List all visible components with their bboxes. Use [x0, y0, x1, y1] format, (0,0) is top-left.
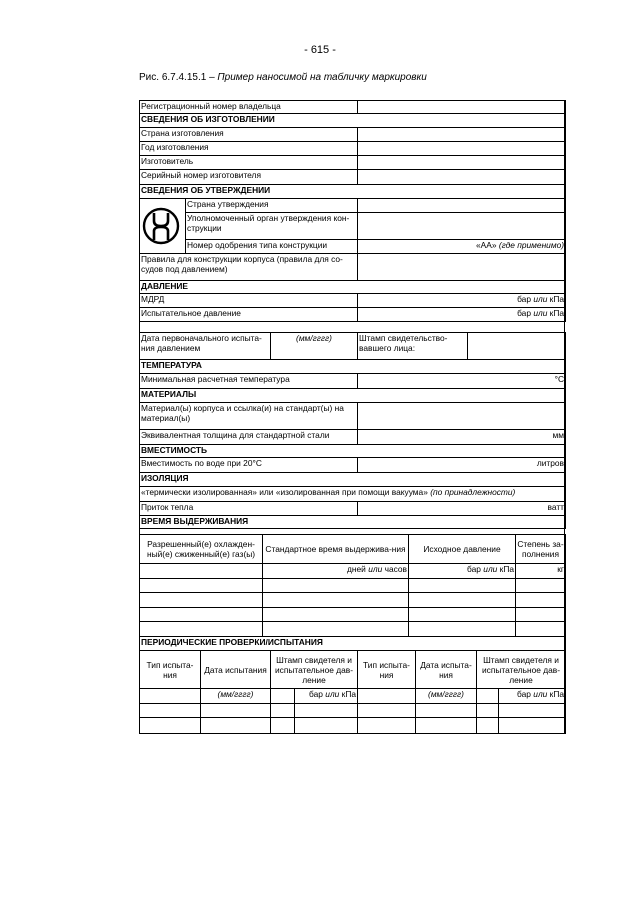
year-mfg-value	[358, 142, 566, 156]
table-cell	[516, 593, 566, 608]
table-cell	[201, 718, 271, 734]
or-text: или	[533, 294, 548, 304]
test-date-format: (мм/гггг)	[201, 689, 271, 704]
insulation-options: «термически изолированная» или «изолированная при помощи вакуума»	[141, 487, 431, 497]
periodic-tests-table	[139, 636, 566, 734]
witness-stamp-header-2: Штамп свидетеля и испытательное дав-ление	[477, 651, 566, 689]
table-cell	[201, 704, 271, 718]
competent-body-label: Уполномоченный орган утверждения кон-струкции	[186, 213, 358, 240]
design-approval-label: Номер одобрения типа конструкции	[186, 240, 358, 254]
table-cell	[416, 718, 477, 734]
kpa-text: кПа	[547, 689, 564, 699]
country-approval-value	[358, 199, 566, 213]
materials-header: МАТЕРИАЛЫ	[140, 389, 566, 403]
initial-test-row	[139, 332, 566, 360]
or-text: или	[533, 689, 548, 699]
witness-stamp-value	[468, 333, 566, 360]
page-number: - 615 -	[304, 44, 336, 56]
days-text: дней	[347, 564, 369, 574]
bar-text: бар	[517, 689, 534, 699]
table-cell	[271, 718, 295, 734]
table-cell	[516, 579, 566, 593]
test-pressure-unit	[358, 308, 566, 322]
test-date-header-2: Дата испыта-ния	[416, 651, 477, 689]
owner-reg-value	[358, 101, 566, 114]
kpa-text: кПа	[547, 294, 565, 304]
serial-value	[358, 170, 566, 185]
holding-time-unit	[263, 564, 409, 579]
test-date-format-2: (мм/гггг)	[416, 689, 477, 704]
filling-degree-unit: кг	[516, 564, 566, 579]
year-mfg-label: Год изготовления	[140, 142, 358, 156]
caption-text: Пример наносимой на табличку маркировки	[217, 72, 427, 83]
water-capacity-unit: литров	[358, 458, 566, 473]
un-symbol-cell	[140, 199, 186, 254]
table-cell	[263, 622, 409, 637]
country-approval-label: Страна утверждения	[186, 199, 358, 213]
table-cell	[516, 622, 566, 637]
filling-degree-header: Степень за-полнения	[516, 535, 566, 564]
serial-label: Серийный номер изготовителя	[140, 170, 358, 185]
bar-text: бар	[517, 294, 534, 304]
competent-body-value	[358, 213, 566, 240]
table-cell	[409, 579, 516, 593]
holding-time-table	[139, 534, 566, 637]
insulation-header: ИЗОЛЯЦИЯ	[140, 473, 566, 487]
kpa-text: кПа	[547, 308, 565, 318]
capacity-header: ВМЕСТИМОСТЬ	[140, 445, 566, 458]
country-mfg-value	[358, 128, 566, 142]
approval-header: СВЕДЕНИЯ ОБ УТВЕРЖДЕНИИ	[140, 185, 566, 199]
kpa-text: кПа	[497, 564, 514, 574]
table-cell	[409, 622, 516, 637]
table-cell	[499, 704, 566, 718]
table-row	[140, 579, 263, 593]
test-date-header: Дата испытания	[201, 651, 271, 689]
test-pressure-label: Испытательное давление	[140, 308, 358, 322]
test-type-header: Тип испыта-ния	[140, 651, 201, 689]
table-cell	[140, 689, 201, 704]
or-text: или	[325, 689, 340, 699]
mfg-header: СВЕДЕНИЯ ОБ ИЗГОТОВЛЕНИИ	[140, 114, 566, 128]
min-design-temp-label: Минимальная расчетная температура	[140, 374, 358, 389]
test-pressure-unit-cell-2	[499, 689, 566, 704]
table-cell	[263, 579, 409, 593]
table-row	[140, 718, 201, 734]
table-cell	[263, 593, 409, 608]
table-cell	[271, 704, 295, 718]
insulation-text	[140, 487, 566, 502]
table-cell	[409, 593, 516, 608]
table-cell	[358, 689, 416, 704]
country-mfg-label: Страна изготовления	[140, 128, 358, 142]
table-row	[140, 704, 201, 718]
shell-materials-value	[358, 403, 566, 430]
design-approval-value	[358, 240, 566, 254]
or-text: или	[368, 564, 383, 574]
caption-prefix: Рис. 6.7.4.15.1 –	[139, 72, 218, 83]
equiv-thickness-unit: мм	[358, 430, 566, 445]
hours-text: часов	[382, 564, 407, 574]
marking-table-middle	[139, 359, 566, 529]
test-pressure-unit-cell	[295, 689, 358, 704]
or-text: или	[533, 308, 548, 318]
kpa-text: кПа	[339, 689, 356, 699]
table-cell	[516, 608, 566, 622]
aa-prefix: «АА»	[475, 240, 499, 250]
table-row	[140, 593, 263, 608]
mawp-unit	[358, 294, 566, 308]
initial-pressure-unit	[409, 564, 516, 579]
manufacturer-value	[358, 156, 566, 170]
heat-influx-label: Приток тепла	[140, 502, 358, 516]
heat-influx-unit: ватт	[358, 502, 566, 516]
shell-materials-label: Материал(ы) корпуса и ссылка(и) на стандарт(ы) на материал(ы)	[140, 403, 358, 430]
table-cell	[271, 689, 295, 704]
min-design-temp-unit: °C	[358, 374, 566, 389]
mawp-label: МДРД	[140, 294, 358, 308]
table-row	[140, 622, 263, 637]
table-cell	[295, 704, 358, 718]
equiv-thickness-label: Эквивалентная толщина для стандартной стали	[140, 430, 358, 445]
bar-text: бар	[467, 564, 484, 574]
manufacturer-label: Изготовитель	[140, 156, 358, 170]
bar-text: бар	[517, 308, 534, 318]
shell-rules-label: Правила для конструкции корпуса (правила для со-судов под давлением)	[140, 254, 358, 281]
table-cell	[409, 608, 516, 622]
table-row	[140, 608, 263, 622]
table-cell	[477, 689, 499, 704]
table-cell	[477, 718, 499, 734]
table-cell	[295, 718, 358, 734]
or-text: или	[483, 564, 498, 574]
table-cell	[358, 704, 416, 718]
initial-test-date-label: Дата первоначального испыта-ния давлением	[140, 333, 271, 360]
pressure-header: ДАВЛЕНИЕ	[140, 281, 566, 294]
temp-header: ТЕМПЕРАТУРА	[140, 360, 566, 374]
figure-caption	[139, 72, 427, 83]
initial-pressure-header: Исходное давление	[409, 535, 516, 564]
table-cell	[499, 718, 566, 734]
un-packaging-symbol-icon	[141, 206, 181, 246]
initial-test-date-format: (мм/гггг)	[271, 333, 358, 360]
holding-header: ВРЕМЯ ВЫДЕРЖИВАНИЯ	[140, 516, 566, 529]
table-cell	[477, 704, 499, 718]
water-capacity-label: Вместимость по воде при 20°C	[140, 458, 358, 473]
marking-table-main	[139, 100, 566, 322]
table-cell	[358, 718, 416, 734]
periodic-header: ПЕРИОДИЧЕСКИЕ ПРОВЕРКИ/ИСПЫТАНИЯ	[140, 637, 566, 651]
shell-rules-value	[358, 254, 566, 281]
table-cell	[263, 608, 409, 622]
witness-stamp-label: Штамп свидетельство-вавшего лица:	[358, 333, 468, 360]
gas-cell	[140, 564, 263, 579]
gases-allowed-header: Разрешенный(е) охлажден-ный(е) сжиженный(е) газ(ы)	[140, 535, 263, 564]
table-cell	[416, 704, 477, 718]
aa-note: (где применимо)	[498, 240, 565, 250]
bar-text: бар	[309, 689, 326, 699]
owner-reg-label: Регистрационный номер владельца	[140, 101, 358, 114]
insulation-note: (по принадлежности)	[430, 487, 516, 497]
ref-holding-time-header: Стандартное время выдержива-ния	[263, 535, 409, 564]
test-type-header-2: Тип испыта-ния	[358, 651, 416, 689]
witness-stamp-header: Штамп свидетеля и испытательное дав-ление	[271, 651, 358, 689]
